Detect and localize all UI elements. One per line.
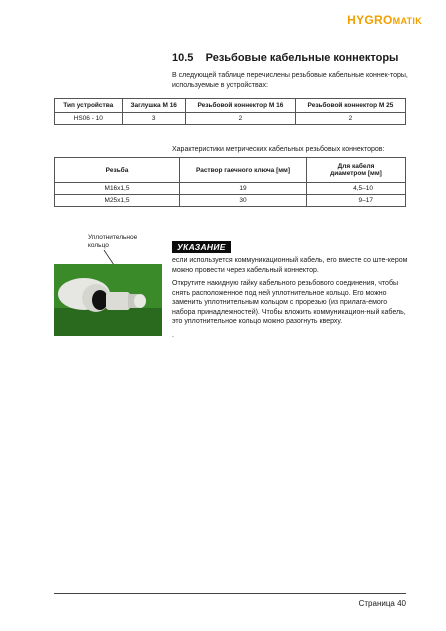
table-cell: 3	[122, 113, 185, 125]
table-row	[55, 113, 406, 125]
table-header-cell: Резьбовой коннектор М 16	[185, 99, 295, 113]
connector-usage-table	[54, 98, 406, 125]
table-cell: 30	[180, 195, 307, 207]
table-cell: M25x1,5	[55, 195, 180, 207]
table-header-cell	[307, 158, 406, 183]
logo-prefix: HYGRO	[347, 13, 393, 27]
note-paragraph: Открутите накидную гайку кабельного резьбового соединения, чтобы снять расположенное под ней уплотнительное кольцо. Его можно заменить уплотнительным кольцом с прорезью (из прилага-емого набора принадлежностей). Чтобы вложить коммуникацион-ный кабель, это уплотнительное кольцо можно разогнуть кверху.	[172, 280, 406, 325]
table-row	[55, 195, 406, 207]
table-cell: 2	[295, 113, 405, 125]
table-cell: 2	[185, 113, 295, 125]
table-cell: 9–17	[307, 195, 406, 207]
table-cell: HS06 - 10	[55, 113, 123, 125]
section-intro: В следующей таблице перечислены резьбовые кабельные коннек-торы, используемые в устройствах:	[172, 72, 408, 89]
table-cell: 4,5–10	[307, 183, 406, 195]
table-header-cell: Резьбовой коннектор М 25	[295, 99, 405, 113]
figure-label-line: Уплотнительное	[88, 234, 138, 241]
figure-label-line: кольцо	[88, 242, 109, 249]
figure-label	[88, 234, 137, 250]
cable-gland-photo	[54, 264, 162, 336]
table-header-cell: Тип устройства	[55, 99, 123, 113]
note-body	[172, 256, 408, 344]
metric-connector-table	[54, 157, 406, 207]
footer-divider	[54, 593, 406, 594]
note-paragraph: .	[172, 331, 174, 339]
table-header-row	[55, 99, 406, 113]
logo-suffix: MATIK	[392, 16, 422, 26]
note-heading-badge: УКАЗАНИЕ	[172, 241, 231, 253]
table-header-row	[55, 158, 406, 183]
table-cell: M16x1,5	[55, 183, 180, 195]
table-cell: 19	[180, 183, 307, 195]
table-header-cell: Раствор гаечного ключа [мм]	[180, 158, 307, 183]
section-title: 10.5 Резьбовые кабельные коннекторы	[172, 52, 399, 64]
table-row	[55, 183, 406, 195]
table-header-cell: Заглушка М 16	[122, 99, 185, 113]
cable-gland-illustration	[54, 264, 162, 336]
header-line-1: Для кабеля	[337, 163, 375, 170]
table2-intro: Характеристики метрических кабельных резьбовых коннекторов:	[172, 146, 385, 153]
note-paragraph: если используется коммуникационный кабель, его вместе со ште-кером можно провести через кабельный коннектор.	[172, 257, 408, 274]
brand-logo	[347, 13, 422, 27]
header-line-2: диаметром [мм]	[330, 170, 382, 177]
page-number: Страница 40	[358, 599, 406, 608]
table-header-cell: Резьба	[55, 158, 180, 183]
